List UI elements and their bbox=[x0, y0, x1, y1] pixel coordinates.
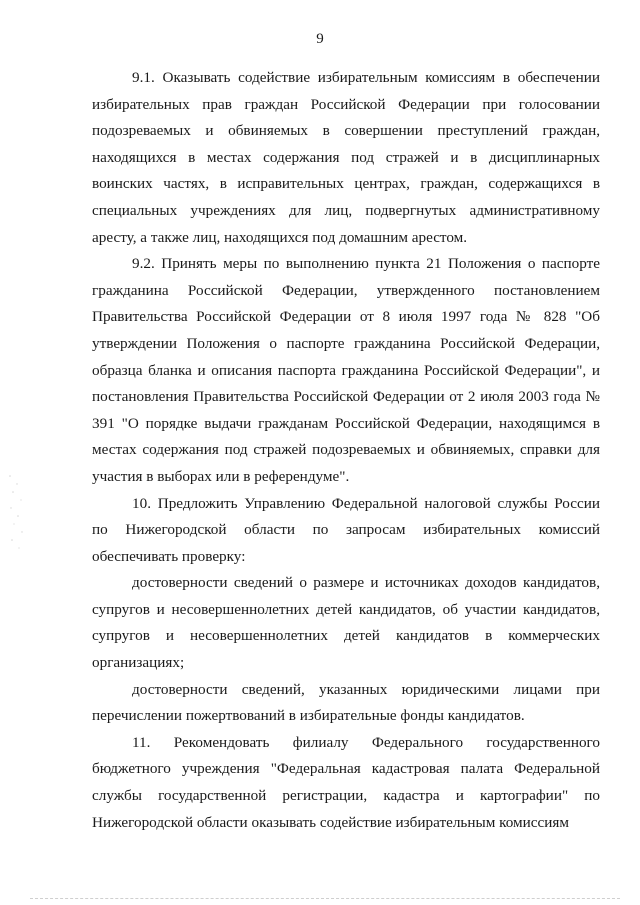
page-number: 9 bbox=[316, 31, 324, 47]
paragraph-10-item-income: достоверности сведений о размере и источниках доходов кандидатов, супругов и несовершеннолетних детей кандидатов, об участии кандидатов, супругов и несовершеннолетних детей кандидатов в коммерческих организациях; bbox=[92, 574, 600, 672]
paragraph-9-2: 9.2. Принять меры по выполнению пункта 21 Положения о паспорте гражданина Российской Федерации, утвержденного постановлением Правительства Российской Федерации от 8 июля 1997 года № 828 "Об утверждении Положения о паспорте гражданина Российской Федерации, образца бланка и описания паспорта гражданина Российской Федерации", и постановления Правительства Российской Федерации от 2 июля 2003 года № 391 "О порядке выдачи гражданам Российской Федерации, находящимся в местах содержания под стражей подозреваемых и обвиняемых, справки для участия в выборах или в референдуме". bbox=[92, 255, 600, 485]
scan-noise-marks bbox=[6, 470, 36, 560]
paragraph-10: 10. Предложить Управлению Федеральной налоговой службы России по Нижегородской области по запросам избирательных комиссий обеспечивать проверку: bbox=[92, 494, 600, 565]
paragraph-11: 11. Рекомендовать филиалу Федерального государственного бюджетного учреждения "Федеральная кадастровая палата Федеральной службы государственной регистрации, кадастра и картографии" по Нижегородской области оказывать содействие избирательным комиссиям bbox=[92, 733, 600, 831]
paragraph-10-item-donations: достоверности сведений, указанных юридическими лицами при перечислении пожертвований в избирательные фонды кандидатов. bbox=[92, 680, 600, 725]
paragraph-9-1: 9.1. Оказывать содействие избирательным комиссиям в обеспечении избирательных прав граждан Российской Федерации при голосовании подозреваемых и обвиняемых в совершении преступлений граждан, находящихся в местах содержания под стражей и в дисциплинарных воинских частях, в исправительных центрах, граждан, содержащихся в специальных учреждениях для лиц, подвергнутых административному аресту, а также лиц, находящихся под домашним арестом. bbox=[92, 69, 600, 246]
document-body bbox=[92, 65, 600, 836]
scan-bottom-edge bbox=[30, 898, 620, 899]
